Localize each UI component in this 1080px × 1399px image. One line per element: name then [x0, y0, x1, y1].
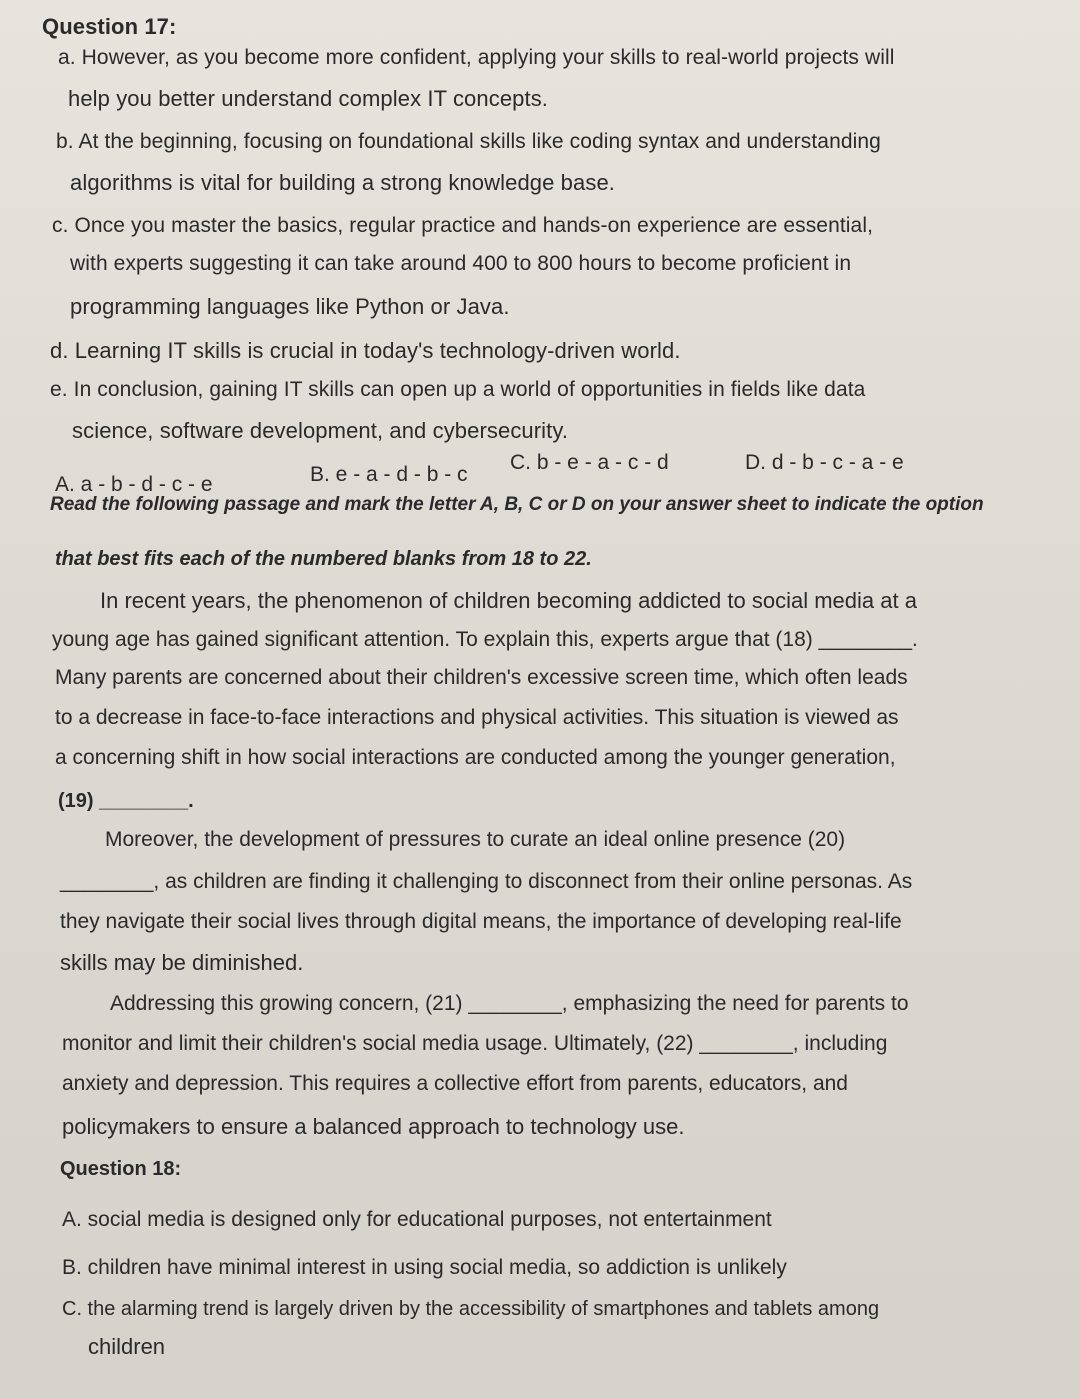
- instruction-line2: that best fits each of the numbered blanks from 18 to 22.: [55, 548, 592, 570]
- passage-p3-line1: Addressing this growing concern, (21) ________, emphasizing the need for parents to: [110, 992, 909, 1015]
- q18-option-c-line2: children: [88, 1334, 166, 1359]
- passage-p2-line4: skills may be diminished.: [60, 950, 304, 975]
- q18-option-c-line1[interactable]: C. the alarming trend is largely driven by the accessibility of smartphones and tablets among: [62, 1298, 880, 1320]
- passage-p1-line1: In recent years, the phenomenon of children becoming addicted to social media at a: [100, 588, 917, 613]
- passage-p3-line4: policymakers to ensure a balanced approach to technology use.: [62, 1114, 685, 1139]
- passage-p1-line3: Many parents are concerned about their children's excessive screen time, which often leads: [55, 666, 908, 689]
- q17-sentence-a-line2: help you better understand complex IT concepts.: [68, 86, 549, 111]
- q17-sentence-b-line1: b. At the beginning, focusing on foundational skills like coding syntax and understanding: [56, 130, 881, 153]
- passage-p2-line1: Moreover, the development of pressures to curate an ideal online presence (20): [105, 828, 846, 851]
- q17-sentence-d-line1: d. Learning IT skills is crucial in today's technology-driven world.: [50, 338, 681, 363]
- passage-p1-line4: to a decrease in face-to-face interactions and physical activities. This situation is viewed as: [55, 706, 899, 729]
- q17-option-b[interactable]: B. e - a - d - b - c: [310, 463, 468, 486]
- q17-sentence-e-line2: science, software development, and cybersecurity.: [72, 418, 569, 443]
- passage-p2-line2: ________, as children are finding it challenging to disconnect from their online personas. As: [60, 870, 913, 893]
- q17-sentence-e-line1: e. In conclusion, gaining IT skills can open up a world of opportunities in fields like data: [50, 378, 866, 401]
- q17-sentence-b-line2: algorithms is vital for building a strong knowledge base.: [70, 170, 615, 195]
- q17-option-c[interactable]: C. b - e - a - c - d: [510, 451, 669, 474]
- instruction-line1: Read the following passage and mark the letter A, B, C or D on your answer sheet to indicate the option: [50, 494, 984, 515]
- q17-sentence-c-line2: with experts suggesting it can take around 400 to 800 hours to become proficient in: [70, 252, 852, 275]
- passage-p1-line2: young age has gained significant attention. To explain this, experts argue that (18) ________.: [52, 628, 918, 651]
- q17-option-a[interactable]: A. a - b - d - c - e: [55, 473, 213, 496]
- q18-option-b[interactable]: B. children have minimal interest in using social media, so addiction is unlikely: [62, 1256, 787, 1279]
- passage-p3-line2: monitor and limit their children's social media usage. Ultimately, (22) ________, including: [62, 1032, 888, 1055]
- passage-p2-line3: they navigate their social lives through digital means, the importance of developing real-life: [60, 910, 902, 933]
- question-18-title: Question 18:: [60, 1158, 182, 1180]
- passage-blank-19[interactable]: (19) ________.: [58, 790, 194, 812]
- q17-option-d[interactable]: D. d - b - c - a - e: [745, 451, 904, 474]
- q18-option-a[interactable]: A. social media is designed only for educational purposes, not entertainment: [62, 1208, 772, 1231]
- q17-sentence-a-line1: a. However, as you become more confident, applying your skills to real-world projects will: [58, 46, 895, 69]
- passage-p3-line3: anxiety and depression. This requires a collective effort from parents, educators, and: [62, 1072, 848, 1095]
- passage-p1-line5: a concerning shift in how social interactions are conducted among the younger generation,: [55, 746, 896, 769]
- question-17-title: Question 17:: [42, 14, 177, 39]
- q17-sentence-c-line3: programming languages like Python or Java.: [70, 294, 510, 319]
- q17-sentence-c-line1: c. Once you master the basics, regular practice and hands-on experience are essential,: [52, 214, 874, 237]
